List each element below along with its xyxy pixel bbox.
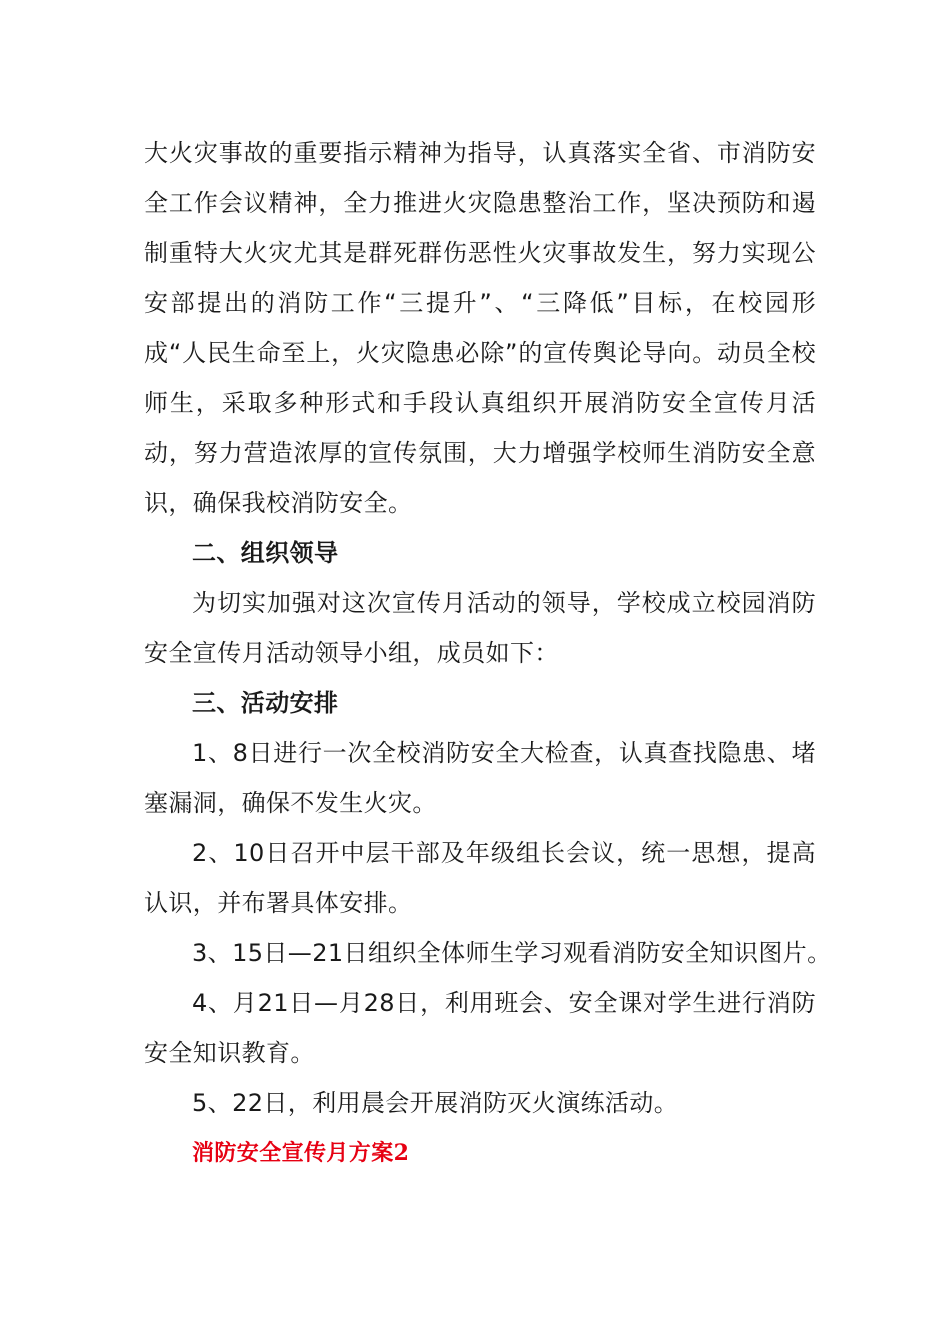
list-item: 3、15日—21日组织全体师生学习观看消防安全知识图片。	[192, 939, 832, 967]
list-item: 5、22日，利用晨会开展消防灭火演练活动。	[192, 1089, 679, 1117]
document-body	[144, 128, 832, 1178]
section-heading-activities: 三、活动安排	[192, 689, 339, 717]
list-item: 1、8日进行一次全校消防安全大检查，认真查找隐患、堵塞漏洞，确保不发生火灾。	[144, 739, 816, 817]
body-paragraph: 为切实加强对这次宣传月活动的领导，学校成立校园消防安全宣传月活动领导小组，成员如下：	[144, 589, 816, 667]
list-item: 2、10日召开中层干部及年级组长会议，统一思想，提高认识，并布署具体安排。	[144, 839, 816, 917]
list-item: 4、月21日—月28日，利用班会、安全课对学生进行消防安全知识教育。	[144, 989, 816, 1067]
body-paragraph: 大火灾事故的重要指示精神为指导，认真落实全省、市消防安全工作会议精神，全力推进火灾隐患整治工作，坚决预防和遏制重特大火灾尤其是群死群伤恶性火灾事故发生，努力实现公安部提出的消防工作“三提升”、“三降低”目标，在校园形成“人民生命至上，火灾隐患必除”的宣传舆论导向。动员全校师生，采取多种形式和手段认真组织开展消防安全宣传月活动，努力营造浓厚的宣传氛围，大力增强学校师生消防安全意识，确保我校消防安全。	[144, 139, 816, 517]
next-section-title: 消防安全宣传月方案2	[192, 1140, 410, 1166]
section-heading-organization: 二、组织领导	[192, 539, 339, 567]
